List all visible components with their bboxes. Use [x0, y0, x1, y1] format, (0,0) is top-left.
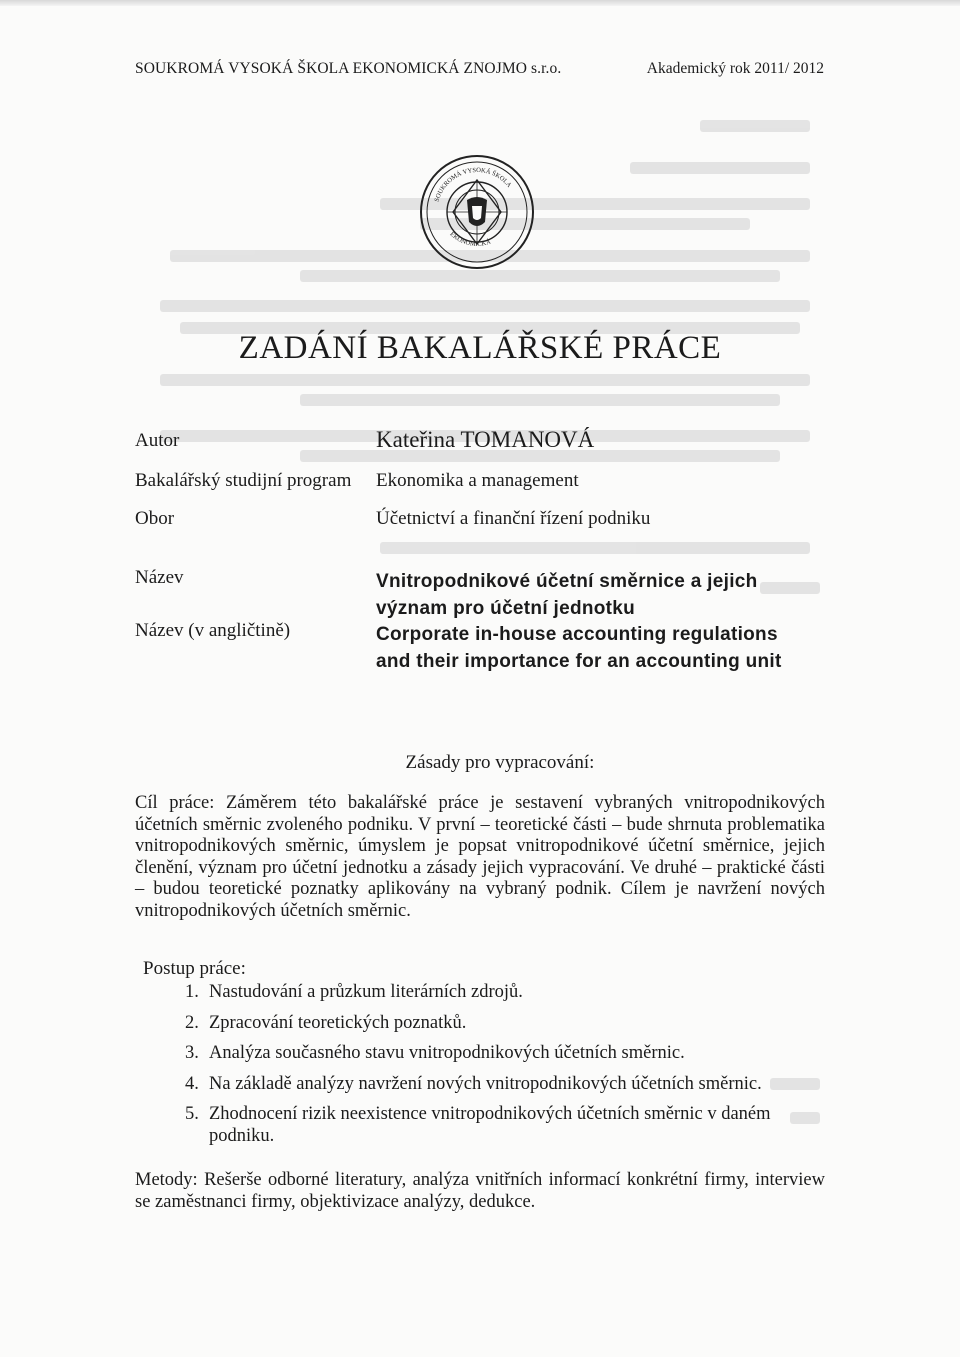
list-item	[185, 982, 835, 1004]
step-number: 4.	[185, 1073, 199, 1094]
step-text: Na základě analýzy navržení nových vnitropodnikových účetních směrnic.	[209, 1073, 762, 1094]
field-value: Účetnictví a finanční řízení podniku	[376, 508, 651, 529]
svg-text:EKONOMICKÁ: EKONOMICKÁ	[448, 230, 492, 248]
thesis-name-en-label: Název (v angličtině)	[135, 620, 291, 641]
document-title: ZADÁNÍ BAKALÁŘSKÉ PRÁCE	[238, 330, 722, 366]
list-item	[185, 1043, 835, 1065]
step-text: Zpracování teoretických poznatků.	[209, 1012, 467, 1033]
thesis-name-en-line1: Corporate in-house accounting regulations	[376, 624, 778, 645]
scan-edge	[0, 0, 960, 6]
list-item	[185, 1104, 835, 1147]
procedure-heading: Postup práce:	[143, 958, 246, 979]
program-value: Ekonomika a management	[376, 470, 579, 491]
thesis-name-label: Název	[135, 567, 184, 588]
methods-paragraph: Metody: Rešerše odborné literatury, analýza vnitřních informací konkrétní firmy, interview se zaměstnanci firmy, objektivizace analýzy, dedukce.	[135, 1170, 825, 1212]
goal-paragraph: Cíl práce: Záměrem této bakalářské práce je sestavení vybraných vnitropodnikových účetních směrnic zvoleného podniku. V první – teoretické části – bude shrnuta problematika vnitropodnikových směrnic, úmyslem je popsat vnitropodnikové účetní směrnice, jejich členění, význam pro účetní jednotku a zásady jejich vypracování. Ve druhé – praktické části – budou teoretické poznatky aplikovány na vybraný podnik. Cílem je navržení nových vnitropodnikových účetních směrnic.	[135, 793, 825, 921]
thesis-name-en-line2: and their importance for an accounting unit	[376, 650, 782, 672]
step-text: Zhodnocení rizik neexistence vnitropodnikových účetních směrnic v daném podniku.	[209, 1104, 771, 1146]
author-value: Kateřina TOMANOVÁ	[376, 427, 595, 452]
field-label: Obor	[135, 508, 175, 529]
thesis-titles	[376, 569, 856, 675]
academic-year: Akademický rok 2011/ 2012	[646, 60, 824, 77]
step-number: 5.	[185, 1104, 199, 1124]
program-label: Bakalářský studijní program	[135, 470, 352, 491]
svg-text:SOUKROMÁ VYSOKÁ ŠKOLA: SOUKROMÁ VYSOKÁ ŠKOLA	[433, 166, 513, 203]
principles-heading: Zásady pro vypracování:	[405, 752, 595, 773]
step-text: Nastudování a průzkum literárních zdrojů.	[209, 982, 523, 1002]
school-seal-icon	[415, 150, 539, 274]
procedure-steps	[185, 982, 835, 1156]
thesis-name-line2: význam pro účetní jednotku	[376, 597, 636, 619]
step-number: 3.	[185, 1043, 199, 1063]
step-number: 1.	[185, 982, 199, 1002]
thesis-name-line1: Vnitropodnikové účetní směrnice a jejich	[376, 571, 758, 592]
institution-name: SOUKROMÁ VYSOKÁ ŠKOLA EKONOMICKÁ ZNOJMO s.r.o.	[135, 60, 562, 77]
list-item	[185, 1074, 835, 1096]
list-item	[185, 1013, 835, 1035]
author-label: Autor	[135, 430, 180, 451]
step-number: 2.	[185, 1012, 199, 1033]
step-text: Analýza současného stavu vnitropodnikových účetních směrnic.	[209, 1043, 685, 1063]
